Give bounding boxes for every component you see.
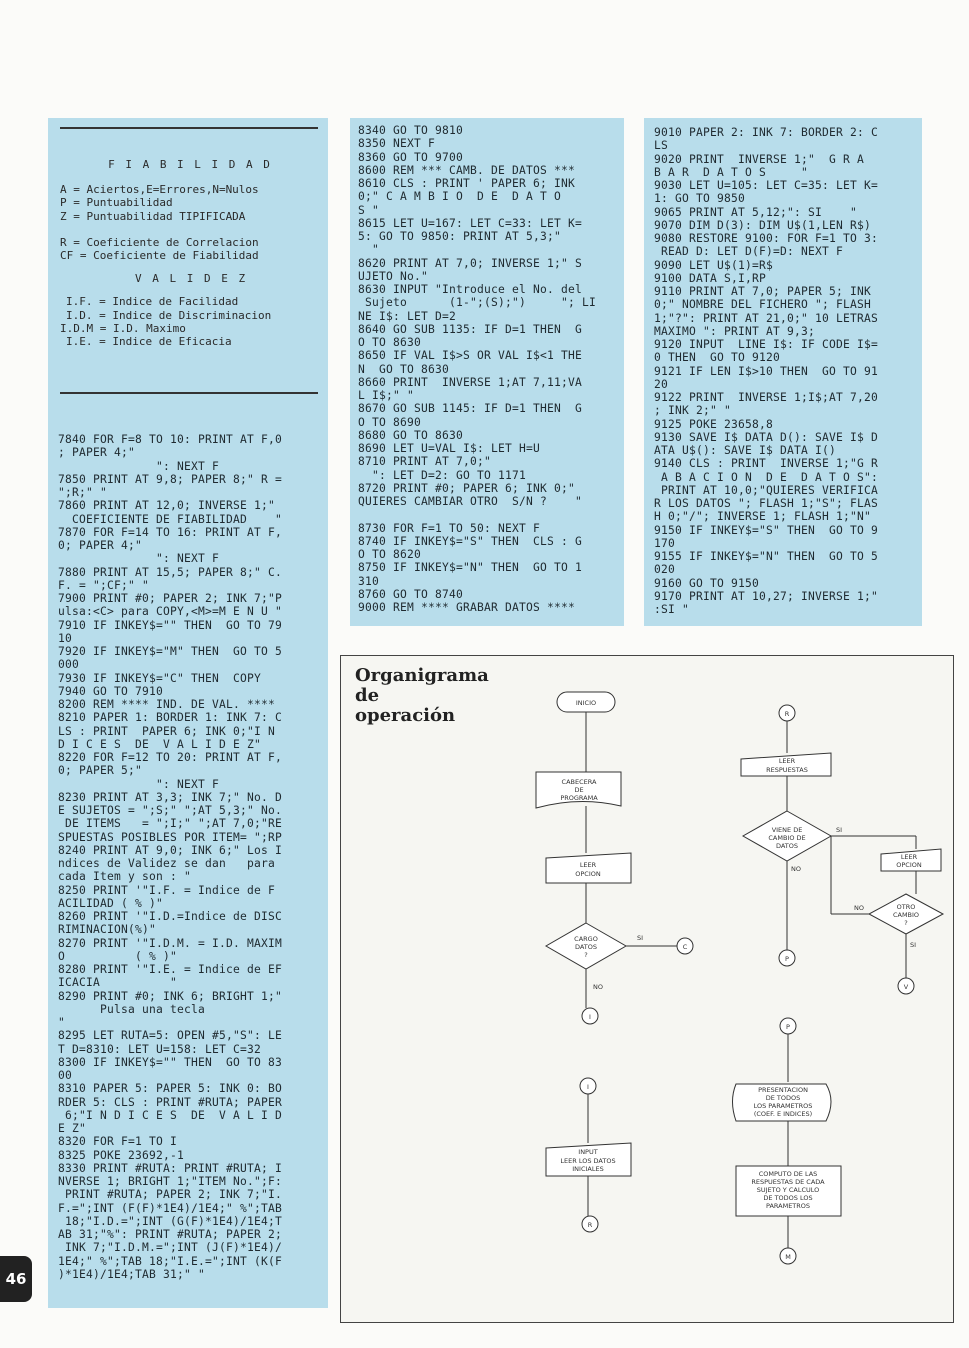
connector-r-label: R	[784, 710, 790, 718]
validez-line: I.E. = Indice de Eficacia	[66, 335, 232, 349]
presentacion-label: (COEF. E INDICES)	[753, 1110, 813, 1118]
computo-label: COMPUTO DE LAS	[758, 1170, 818, 1178]
validez-line: I.F. = Indice de Facilidad	[66, 295, 239, 309]
inicio-label: INICIO	[575, 699, 597, 707]
connector-i-label: I	[589, 1013, 591, 1021]
computo-label: PARAMETROS	[765, 1202, 811, 1210]
input-label: LEER LOS DATOS	[560, 1157, 616, 1165]
otro-cambio-label: OTRO	[896, 903, 916, 911]
legend-block	[60, 150, 320, 348]
flowchart-diagram	[341, 656, 953, 1322]
no-label: NO	[791, 865, 801, 873]
flowchart-title: Organigrama de operación	[355, 665, 489, 726]
listing-column-2: 8340 GO TO 9810 8350 NEXT F 8360 GO TO 9700 8600 REM *** CAMB. DE DATOS *** 8610 CLS : PRINT ' PAPER 6; INK 0;" C A M B I O D E D A T O S " 8615 LET U=167: LET C=33: LET K= 5: GO TO 9850: PRINT AT 5,3;" " 8620 PRINT AT 7,0; INVERSE 1;" S UJETO No." 8630 INPUT "Introduce el No. del Sujeto (1-";(S);") "; LI NE I$: LET D=2 8640 GO SUB 1135: IF D=1 THEN G O TO 8630 8650 IF VAL I$>S OR VAL I$<1 THE N GO TO 8630 8660 PRINT INVERSE 1;AT 7,11;VA L I$;" " 8670 GO SUB 1145: IF D=1 THEN G O TO 8690 8680 GO TO 8630 8690 LET U=VAL I$: LET H=U 8710 PRINT AT 7,0;" ": LET D=2: GO TO 1171 8720 PRINT #0; PAPER 6; INK 0;" QUIERES CAMBIAR OTRO S/N ? " 8730 FOR F=1 TO 50: NEXT F 8740 IF INKEY$="S" THEN CLS : G O TO 8620 8750 IF INKEY$="N" THEN GO TO 1 310 8760 GO TO 8740 9000 REM **** GRABAR DATOS ****	[358, 124, 597, 614]
cabecera-label: CABECERA	[561, 778, 597, 786]
validez-line: I.D. = Indice de Discriminacion	[66, 308, 272, 322]
connector-c-label: C	[682, 943, 688, 951]
cargo-datos-label: DATOS	[574, 943, 598, 951]
legend-line: A = Aciertos,E=Errores,N=Nulos	[60, 183, 259, 197]
computo-label: SUJETO Y CALCULO	[756, 1186, 820, 1194]
listing-column-1: 7840 FOR F=8 TO 10: PRINT AT F,0 ; PAPER 4;" ": NEXT F 7850 PRINT AT 9,8; PAPER 8;" R = ";R;" " 7860 PRINT AT 12,0; INVERSE 1;" COEFICIENTE DE FIABILIDAD " 7870 FOR F=14 TO 16: PRINT AT F, 0; PAPER 4;" ": NEXT F 7880 PRINT AT 15,5; PAPER 8;" C. F. = ";CF;" " 7900 PRINT #0; PAPER 2; INK 7;"P ulsa:<C> para COPY,<M>=M E N U " 7910 IF INKEY$="" THEN GO TO 79 10 7920 IF INKEY$="M" THEN GO TO 5 000 7930 IF INKEY$="C" THEN COPY 7940 GO TO 7910 8200 REM **** IND. DE VAL. **** 8210 PAPER 1: BORDER 1: INK 7: C LS : PRINT PAPER 6; INK 0;"I N D I C E S DE V A L I D E Z" 8220 FOR F=12 TO 20: PRINT AT F, 0; PAPER 5;" ": NEXT F 8230 PRINT AT 3,3; INK 7;" No. D E SUJETOS = ";S;" ";AT 5,3;" No. DE ITEMS = ";I;" ";AT 7,0;"RE SPUESTAS POSIBLES POR ITEM= ";RP 8240 PRINT AT 9,0; INK 6;" Los I ndices de Validez se dan para cada Item y son : " 8250 PRINT '"I.F. = Indice de F ACILIDAD ( % )" 8260 PRINT '"I.D.=Indice de DISC RIMINACION(%)" 8270 PRINT '"I.D.M. = I.D. MAXIM O ( % )" 8280 PRINT '"I.E. = Indice de EF ICACIA " 8290 PRINT #0; INK 6; BRIGHT 1;" Pulsa una tecla " 8295 LET RUTA=5: OPEN #5,"S": LE T D=8310: LET U=158: LET C=32 8300 IF INKEY$="" THEN GO TO 83 00 8310 PAPER 5: PAPER 5: INK 0: BO RDER 5: CLS : PRINT #RUTA; PAPER 6;"I N D I C E S DE V A L I D E Z" 8320 FOR F=1 TO I 8325 POKE 23692,-1 8330 PRINT #RUTA: PRINT #RUTA; I NVERSE 1; BRIGHT 1;"ITEM No.";F: PRINT #RUTA; PAPER 2; INK 7;"I. F.=";INT (F(F)*1E4)/1E4;" %";TAB 18;"I.D.=";INT (G(F)*1E4)/1E4;T AB 31;"%": PRINT #RUTA; PAPER 2; INK 7;"I.D.M.=";INT (J(F)*1E4)/ 1E4;" %";TAB 18;"I.E.=";INT (K(F )*1E4)/1E4;TAB 31;" "	[58, 433, 283, 1281]
no-label: NO	[854, 904, 864, 912]
leer-respuestas-label: RESPUESTAS	[766, 766, 808, 774]
legend-bottom-rule	[60, 392, 318, 394]
leer-respuestas-label: LEER	[778, 757, 796, 765]
si-label: SI	[836, 826, 843, 834]
connector-v-label: V	[903, 983, 909, 991]
legend-subtitle: V A L I D E Z	[135, 272, 248, 286]
si-label: SI	[637, 934, 644, 942]
legend-line: P = Puntuabilidad	[60, 196, 173, 210]
presentacion-label: PRESENTACION	[758, 1086, 808, 1094]
leer-opcion-label: LEER	[579, 861, 597, 869]
cargo-datos-label: ?	[584, 951, 588, 959]
page-number: 46	[0, 1256, 32, 1302]
no-label: NO	[593, 983, 603, 991]
cargo-datos-label: CARGO	[574, 935, 598, 943]
listing-column-3: 9010 PAPER 2: INK 7: BORDER 2: C LS 9020 PRINT INVERSE 1;" G R A B A R D A T O S " 9030 LET U=105: LET C=35: LET K= 1: GO TO 9850 9065 PRINT AT 5,12;": SI " 9070 DIM D(3): DIM U$(1,LEN R$) 9080 RESTORE 9100: FOR F=1 TO 3: READ D: LET D(F)=D: NEXT F 9090 LET U$(1)=R$ 9100 DATA S,I,RP 9110 PRINT AT 7,0; PAPER 5; INK 0;" NOMBRE DEL FICHERO "; FLASH 1;"?": PRINT AT 21,0;" 10 LETRAS MAXIMO ": PRINT AT 9,3; 9120 INPUT LINE I$: IF CODE I$= 0 THEN GO TO 9120 9121 IF LEN I$>10 THEN GO TO 91 20 9122 PRINT INVERSE 1;I$;AT 7,20 ; INK 2;" " 9125 POKE 23658,8 9130 SAVE I$ DATA D(): SAVE I$ D ATA U$(): SAVE I$ DATA I() 9140 CLS : PRINT INVERSE 1;"G R A B A C I O N D E D A T O S": PRINT AT 10,0;"QUIERES VERIFICA R LOS DATOS "; FLASH 1;"S"; FLAS H 0;"/"; INVERSE 1; FLASH 1;"N" 9150 IF INKEY$="S" THEN GO TO 9 170 9155 IF INKEY$="N" THEN GO TO 5 020 9160 GO TO 9150 9170 PRINT AT 10,27; INVERSE 1;" :SI "	[654, 126, 879, 616]
viene-cambio-label: DATOS	[775, 842, 799, 850]
leer-opcion2-label: OPCION	[896, 861, 922, 869]
legend-line: Z = Puntuabilidad TIPIFICADA	[60, 209, 246, 223]
cabecera-label: PROGRAMA	[560, 794, 598, 802]
connector-m-label: M	[785, 1253, 791, 1261]
leer-opcion2-label: LEER	[900, 853, 918, 861]
connector-i-label: I	[587, 1083, 589, 1091]
input-label: INPUT	[578, 1148, 598, 1156]
validez-line: I.D.M = I.D. Maximo	[60, 321, 186, 335]
connector-p-label: P	[785, 955, 789, 963]
presentacion-label: LOS PARAMETROS	[753, 1102, 813, 1110]
legend-line: CF = Coeficiente de Fiabilidad	[60, 249, 259, 263]
connector-r-label: R	[587, 1221, 593, 1229]
viene-cambio-label: VIENE DE	[771, 826, 803, 834]
si-label: SI	[910, 941, 917, 949]
viene-cambio-label: CAMBIO DE	[768, 834, 806, 842]
input-label: INICIALES	[572, 1165, 604, 1173]
computo-label: RESPUESTAS DE CADA	[751, 1178, 825, 1186]
legend-title: F I A B I L I D A D	[108, 158, 272, 171]
legend-top-rule	[60, 127, 318, 129]
leer-opcion-label: OPCION	[575, 870, 601, 878]
otro-cambio-label: CAMBIO	[892, 911, 920, 919]
cabecera-label: DE	[574, 786, 584, 794]
computo-label: DE TODOS LOS	[763, 1194, 813, 1202]
connector-p-label: P	[786, 1023, 790, 1031]
legend-line: R = Coeficiente de Correlacion	[60, 235, 259, 249]
otro-cambio-label: ?	[904, 919, 908, 927]
flowchart-box	[340, 655, 954, 1323]
presentacion-label: DE TODOS	[765, 1094, 801, 1102]
